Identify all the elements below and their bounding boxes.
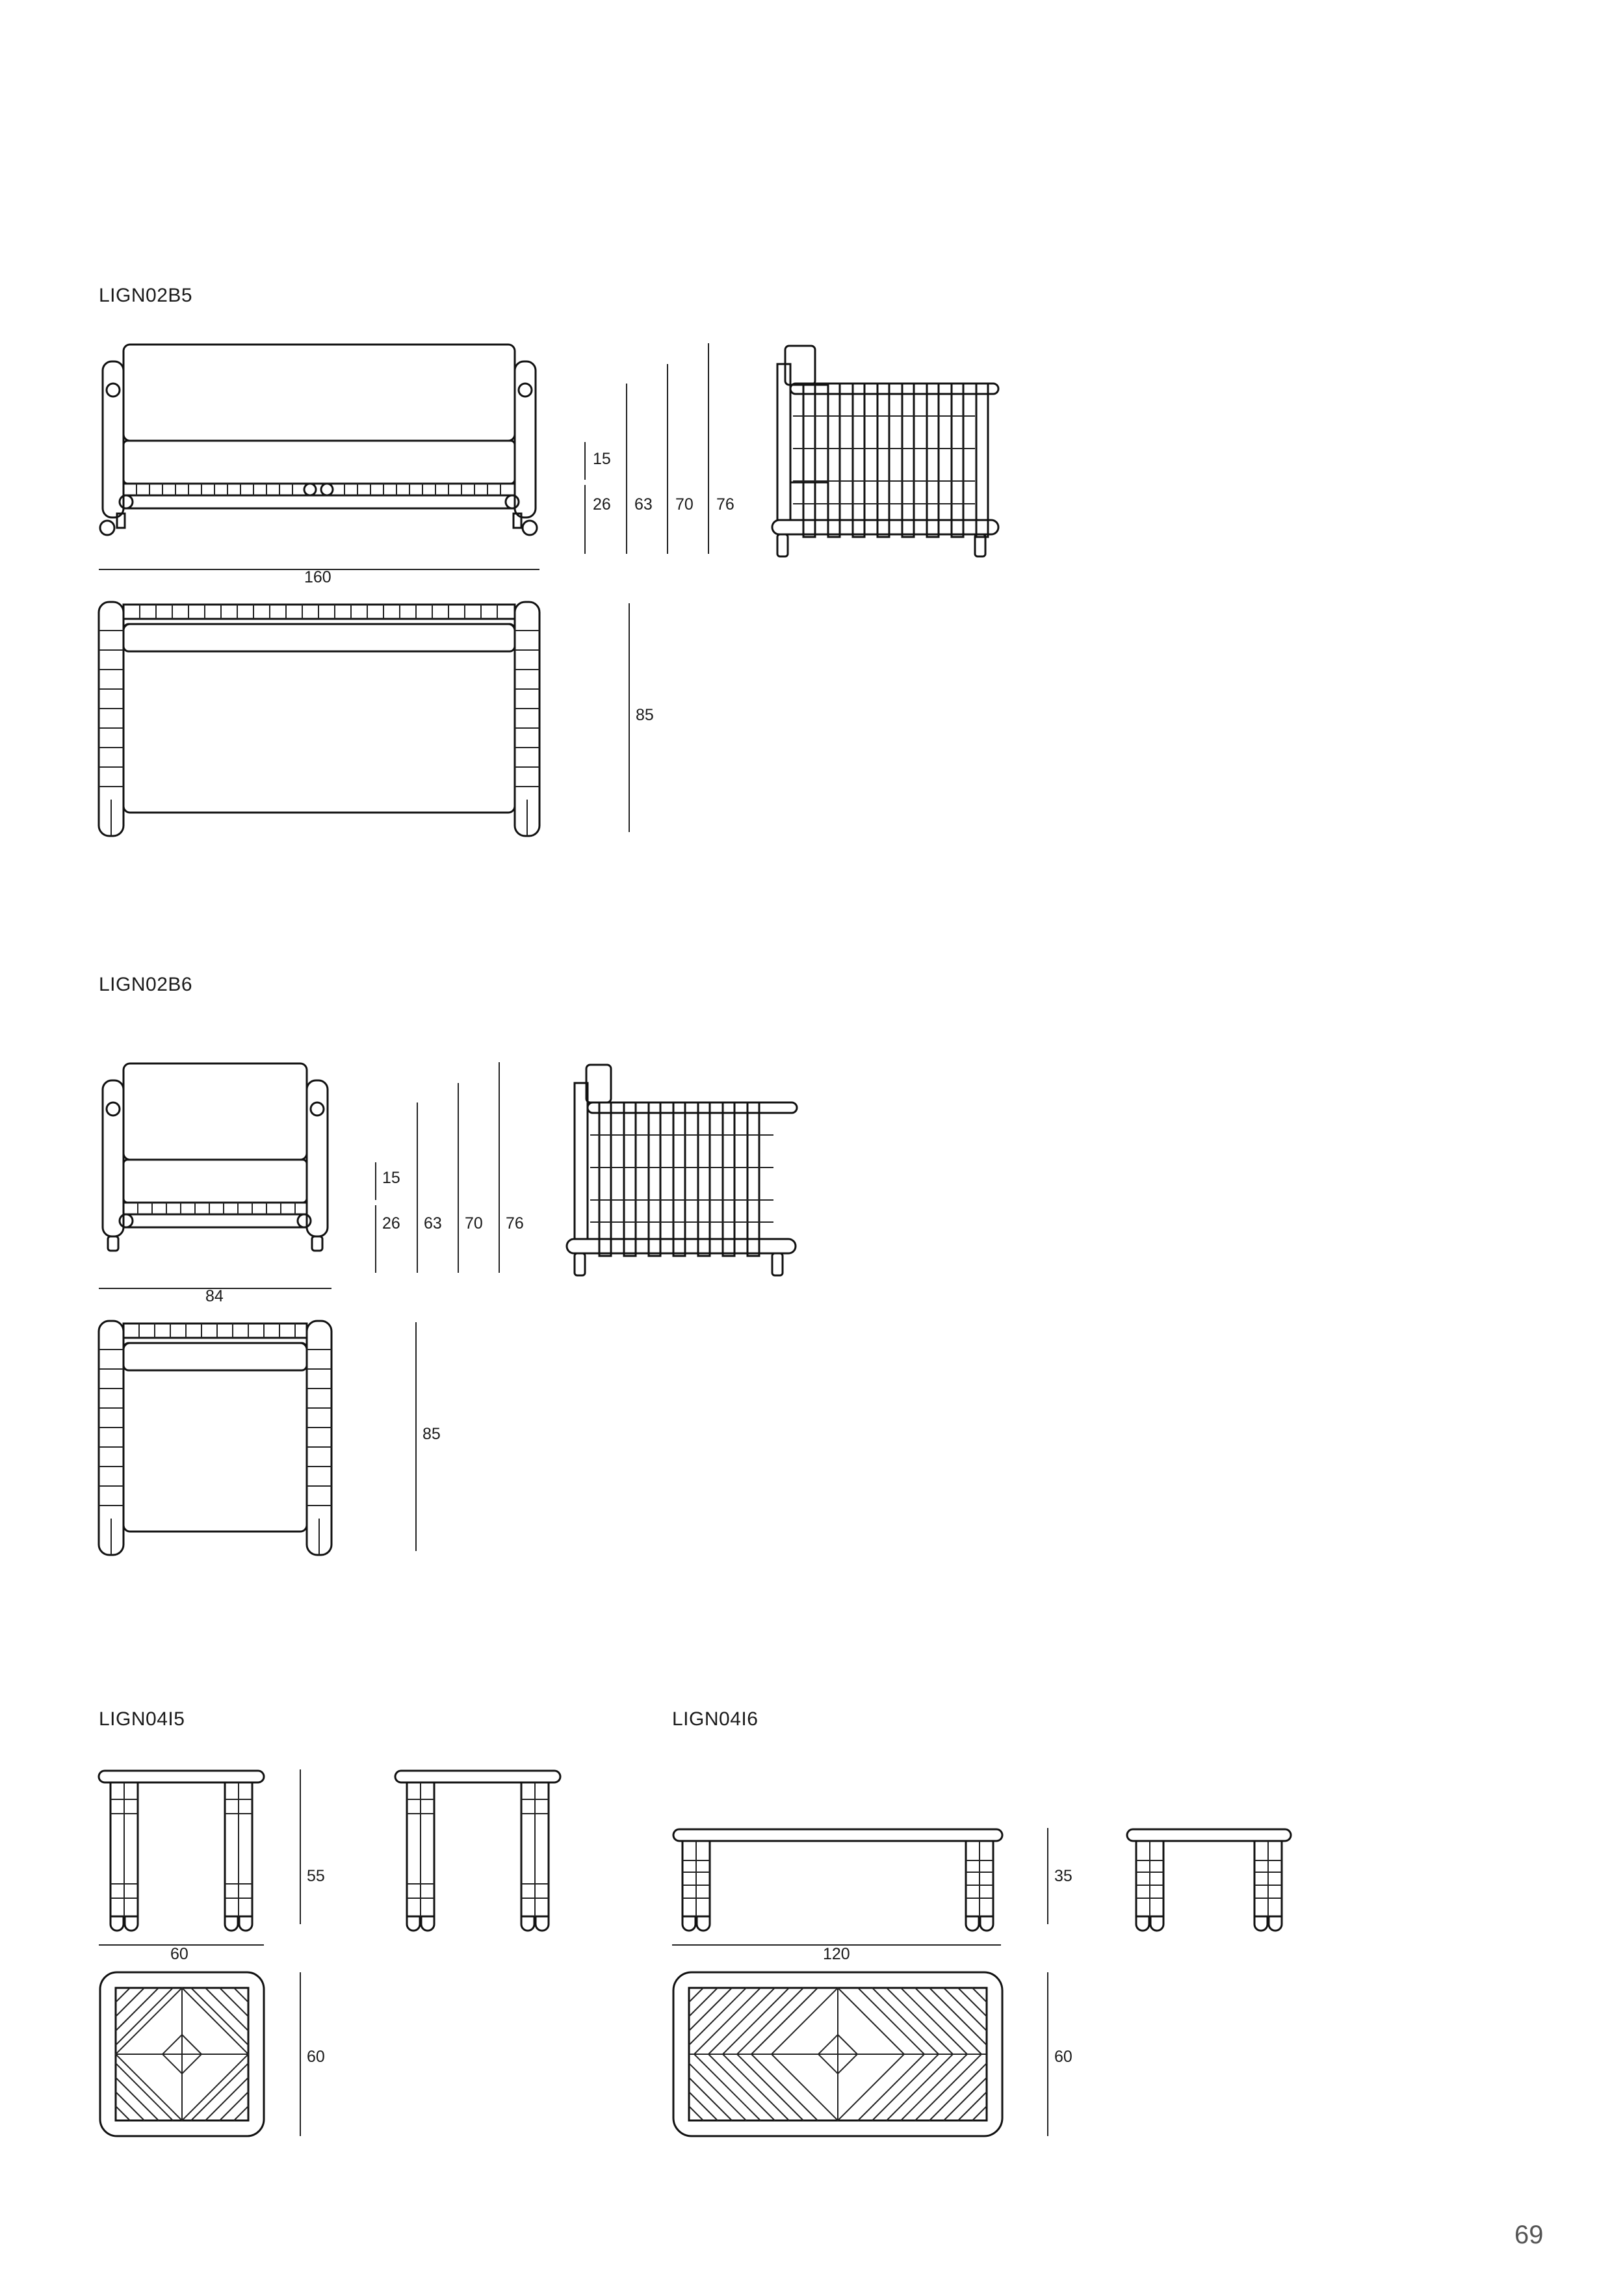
dim-arm-height: 15 [382, 1169, 400, 1187]
dim-total-height: 76 [506, 1214, 524, 1233]
coffee-table-side-view [1127, 1829, 1291, 1931]
dim-70: 70 [465, 1214, 483, 1233]
dim-seat-height: 26 [593, 495, 611, 514]
dim-70: 70 [675, 495, 694, 514]
dim-width: 84 [205, 1287, 224, 1305]
dim-depth: 85 [636, 706, 654, 724]
product-code-lign04i6: LIGN04I6 [672, 1708, 759, 1730]
dim-arm-height: 15 [593, 450, 611, 468]
dim-63: 63 [424, 1214, 442, 1233]
coffee-table-top-view [673, 1972, 1002, 2136]
dim-depth: 85 [422, 1425, 441, 1443]
dim-depth: 60 [307, 2048, 325, 2066]
coffee-table-front-view [672, 1829, 1002, 1945]
dim-width: 120 [823, 1945, 850, 1963]
dim-total-height: 76 [716, 495, 734, 514]
dim-height: 55 [307, 1867, 325, 1885]
dim-width: 160 [304, 568, 331, 586]
dim-height: 35 [1054, 1867, 1072, 1885]
page-number: 69 [1514, 2221, 1544, 2249]
product-code-lign02b5: LIGN02B5 [99, 285, 193, 306]
product-code-lign04i5: LIGN04I5 [99, 1708, 185, 1730]
dim-width: 60 [170, 1945, 188, 1963]
dim-63: 63 [634, 495, 653, 514]
dim-depth: 60 [1054, 2048, 1072, 2066]
product-code-lign02b6: LIGN02B6 [99, 974, 193, 995]
dim-seat-height: 26 [382, 1214, 400, 1233]
